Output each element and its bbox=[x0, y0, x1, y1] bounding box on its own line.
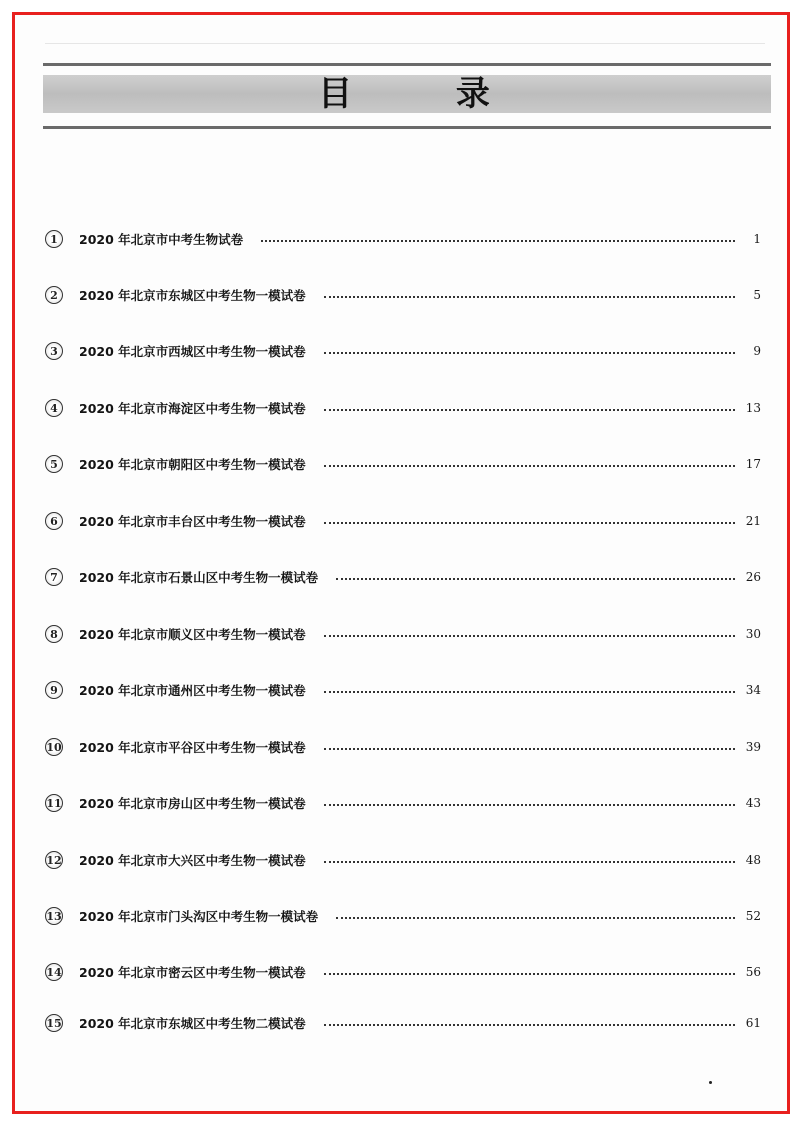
page-title: 目 录 bbox=[318, 74, 536, 114]
item-page-number: 5 bbox=[753, 288, 761, 302]
item-page-number: 13 bbox=[745, 401, 761, 415]
item-number-badge: 13 bbox=[45, 907, 63, 925]
dot-leader bbox=[324, 689, 735, 693]
print-speck bbox=[709, 1081, 712, 1084]
item-page-number: 26 bbox=[745, 570, 761, 584]
document-page bbox=[15, 15, 787, 1111]
dot-leader bbox=[324, 407, 735, 411]
dot-leader bbox=[261, 238, 735, 242]
item-label: 2020 年北京市密云区中考生物一模试卷 bbox=[79, 965, 306, 980]
item-page-number: 34 bbox=[745, 683, 761, 697]
item-page-number: 43 bbox=[745, 796, 761, 810]
item-page-number: 52 bbox=[745, 909, 761, 923]
item-label: 2020 年北京市东城区中考生物一模试卷 bbox=[79, 288, 306, 303]
item-number-badge: 5 bbox=[45, 455, 63, 473]
toc-item[interactable] bbox=[45, 507, 761, 535]
item-label: 2020 年北京市西城区中考生物一模试卷 bbox=[79, 344, 306, 359]
toc-item[interactable] bbox=[45, 676, 761, 704]
toc-item[interactable] bbox=[45, 225, 761, 253]
toc-item[interactable] bbox=[45, 394, 761, 422]
title-rule-top bbox=[43, 63, 771, 66]
item-number-badge: 8 bbox=[45, 625, 63, 643]
toc-item[interactable] bbox=[45, 620, 761, 648]
toc-item[interactable] bbox=[45, 789, 761, 817]
header-rule bbox=[45, 43, 765, 44]
title-rule-bottom bbox=[43, 126, 771, 129]
dot-leader bbox=[324, 350, 735, 354]
toc-item[interactable] bbox=[45, 1009, 761, 1037]
dot-leader bbox=[324, 463, 735, 467]
toc-item[interactable] bbox=[45, 958, 761, 986]
dot-leader bbox=[336, 915, 735, 919]
item-number-badge: 14 bbox=[45, 963, 63, 981]
item-page-number: 39 bbox=[745, 740, 761, 754]
item-number-badge: 12 bbox=[45, 851, 63, 869]
item-number-badge: 3 bbox=[45, 342, 63, 360]
item-number-badge: 15 bbox=[45, 1014, 63, 1032]
dot-leader bbox=[324, 859, 735, 863]
dot-leader bbox=[324, 520, 735, 524]
item-number-badge: 9 bbox=[45, 681, 63, 699]
item-number-badge: 6 bbox=[45, 512, 63, 530]
item-page-number: 48 bbox=[745, 853, 761, 867]
dot-leader bbox=[324, 971, 735, 975]
item-number-badge: 7 bbox=[45, 568, 63, 586]
item-number-badge: 10 bbox=[45, 738, 63, 756]
toc-item[interactable] bbox=[45, 902, 761, 930]
dot-leader bbox=[324, 1022, 735, 1026]
item-page-number: 17 bbox=[745, 457, 761, 471]
dot-leader bbox=[336, 576, 735, 580]
item-label: 2020 年北京市石景山区中考生物一模试卷 bbox=[79, 570, 319, 585]
item-label: 2020 年北京市平谷区中考生物一模试卷 bbox=[79, 740, 306, 755]
toc-item[interactable] bbox=[45, 337, 761, 365]
item-label: 2020 年北京市房山区中考生物一模试卷 bbox=[79, 796, 306, 811]
item-label: 2020 年北京市中考生物试卷 bbox=[79, 232, 244, 247]
toc-item[interactable] bbox=[45, 733, 761, 761]
item-label: 2020 年北京市朝阳区中考生物一模试卷 bbox=[79, 457, 306, 472]
item-number-badge: 2 bbox=[45, 286, 63, 304]
title-band bbox=[43, 63, 771, 131]
item-label: 2020 年北京市海淀区中考生物一模试卷 bbox=[79, 401, 306, 416]
toc-item[interactable] bbox=[45, 563, 761, 591]
item-label: 2020 年北京市顺义区中考生物一模试卷 bbox=[79, 627, 306, 642]
item-page-number: 1 bbox=[753, 232, 761, 246]
dot-leader bbox=[324, 746, 735, 750]
dot-leader bbox=[324, 294, 735, 298]
toc-item[interactable] bbox=[45, 450, 761, 478]
dot-leader bbox=[324, 633, 735, 637]
item-label: 2020 年北京市大兴区中考生物一模试卷 bbox=[79, 853, 306, 868]
item-label: 2020 年北京市门头沟区中考生物一模试卷 bbox=[79, 909, 319, 924]
item-number-badge: 4 bbox=[45, 399, 63, 417]
item-page-number: 56 bbox=[745, 965, 761, 979]
item-page-number: 30 bbox=[745, 627, 761, 641]
item-label: 2020 年北京市丰台区中考生物一模试卷 bbox=[79, 514, 306, 529]
item-label: 2020 年北京市通州区中考生物一模试卷 bbox=[79, 683, 306, 698]
item-page-number: 9 bbox=[753, 344, 761, 358]
item-number-badge: 1 bbox=[45, 230, 63, 248]
toc-item[interactable] bbox=[45, 281, 761, 309]
item-number-badge: 11 bbox=[45, 794, 63, 812]
dot-leader bbox=[324, 802, 735, 806]
item-label: 2020 年北京市东城区中考生物二模试卷 bbox=[79, 1016, 306, 1031]
toc-item[interactable] bbox=[45, 846, 761, 874]
item-page-number: 21 bbox=[745, 514, 761, 528]
item-page-number: 61 bbox=[745, 1016, 761, 1030]
